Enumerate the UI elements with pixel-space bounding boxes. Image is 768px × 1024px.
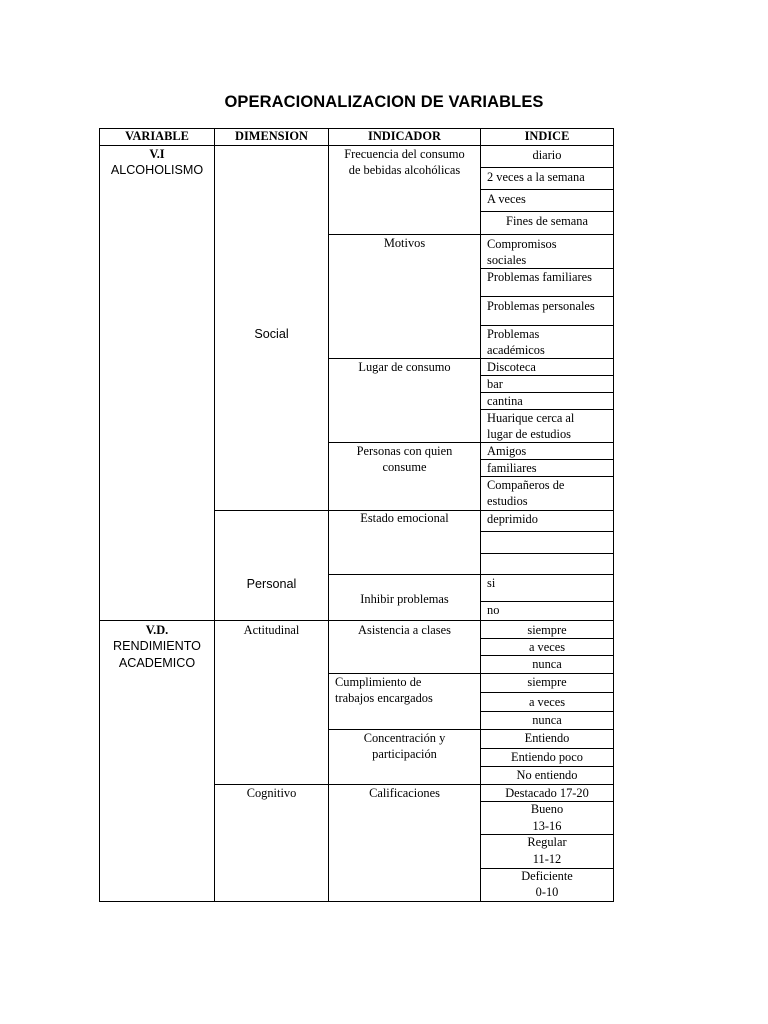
index-cell: no	[487, 603, 500, 617]
index-cell: siempre	[527, 675, 567, 689]
table-border-bottom	[99, 901, 614, 902]
index-cell: lugar de estudios	[487, 427, 571, 441]
index-cell: No entiendo	[516, 768, 578, 782]
index-cell: nunca	[532, 657, 562, 671]
index-cell: 2 veces a la semana	[487, 170, 585, 184]
index-cell: Amigos	[487, 444, 527, 458]
indicator-inhibir: Inhibir problemas	[360, 592, 449, 606]
index-cell: Deficiente	[521, 869, 573, 883]
indicator-frecuencia: Frecuencia del consumo	[344, 147, 465, 161]
index-cell: 13-16	[532, 819, 562, 833]
index-cell: Compañeros de	[487, 478, 565, 492]
header-indicator: INDICADOR	[368, 129, 441, 143]
index-cell: Problemas familiares	[487, 270, 592, 284]
index-cell: cantina	[487, 394, 523, 408]
index-cell: sociales	[487, 253, 527, 267]
index-cell: Regular	[527, 835, 567, 849]
index-cell: Fines de semana	[506, 214, 588, 228]
indicator-concentracion: participación	[372, 747, 437, 761]
table-border-right	[613, 128, 614, 902]
index-cell: Problemas	[487, 327, 540, 341]
index-cell: Huarique cerca al	[487, 411, 575, 425]
indicator-personas: consume	[382, 460, 427, 474]
index-cell: nunca	[532, 713, 562, 727]
index-cell: Destacado 17-20	[505, 786, 589, 800]
index-cell: familiares	[487, 461, 537, 475]
index-cell: 11-12	[532, 852, 562, 866]
index-cell: a veces	[528, 695, 566, 709]
index-divider	[480, 531, 614, 532]
indicator-asistencia: Asistencia a clases	[358, 623, 451, 637]
index-cell: 0-10	[535, 885, 559, 899]
index-cell: Bueno	[530, 802, 564, 816]
index-divider	[480, 296, 614, 297]
indicator-concentracion: Concentración y	[363, 731, 446, 745]
header-dimension: DIMENSION	[235, 129, 308, 143]
indicator-calificaciones: Calificaciones	[369, 786, 440, 800]
indicator-cumplimiento: Cumplimiento de	[335, 675, 422, 689]
dimension-cognitivo: Cognitivo	[246, 786, 297, 800]
index-divider	[480, 692, 614, 693]
variable-vi-code: V.I	[149, 147, 165, 161]
indicator-estado: Estado emocional	[360, 511, 449, 525]
indicator-divider	[328, 574, 614, 575]
index-cell: a veces	[528, 640, 566, 654]
index-cell: Problemas personales	[487, 299, 595, 313]
index-cell: A veces	[487, 192, 526, 206]
index-cell: Entiendo	[524, 731, 570, 745]
variable-vd-name: RENDIMIENTO	[113, 639, 201, 653]
variable-vd-code: V.D.	[145, 623, 169, 637]
indicator-frecuencia: de bebidas alcohólicas	[348, 163, 461, 177]
index-cell: siempre	[527, 623, 567, 637]
indicator-lugar: Lugar de consumo	[358, 360, 451, 374]
dimension-actitudinal: Actitudinal	[243, 623, 300, 637]
header-index: INDICE	[524, 129, 570, 143]
index-divider	[480, 211, 614, 212]
index-cell: académicos	[487, 343, 545, 357]
index-divider	[480, 553, 614, 554]
index-cell: Entiendo poco	[511, 750, 583, 764]
index-cell: si	[487, 576, 496, 590]
page-title: OPERACIONALIZACION DE VARIABLES	[224, 93, 544, 111]
variable-divider	[99, 620, 614, 621]
index-cell: bar	[487, 377, 503, 391]
index-cell: deprimido	[487, 512, 538, 526]
index-divider	[480, 167, 614, 168]
index-cell: Discoteca	[487, 360, 536, 374]
variable-vd-name: ACADEMICO	[118, 656, 196, 670]
header-variable: VARIABLE	[125, 129, 189, 143]
indicator-cumplimiento: trabajos encargados	[335, 691, 433, 705]
index-cell: diario	[532, 148, 562, 162]
index-cell: estudios	[487, 494, 528, 508]
table-border-left	[99, 128, 100, 902]
dimension-personal: Personal	[246, 577, 297, 591]
indicator-personas: Personas con quien	[356, 444, 453, 458]
index-cell: Compromisos	[487, 237, 557, 251]
dimension-social: Social	[254, 327, 289, 341]
index-divider	[480, 601, 614, 602]
index-divider	[480, 189, 614, 190]
indicator-motivos: Motivos	[383, 236, 426, 250]
variable-vi-name: ALCOHOLISMO	[110, 163, 204, 177]
